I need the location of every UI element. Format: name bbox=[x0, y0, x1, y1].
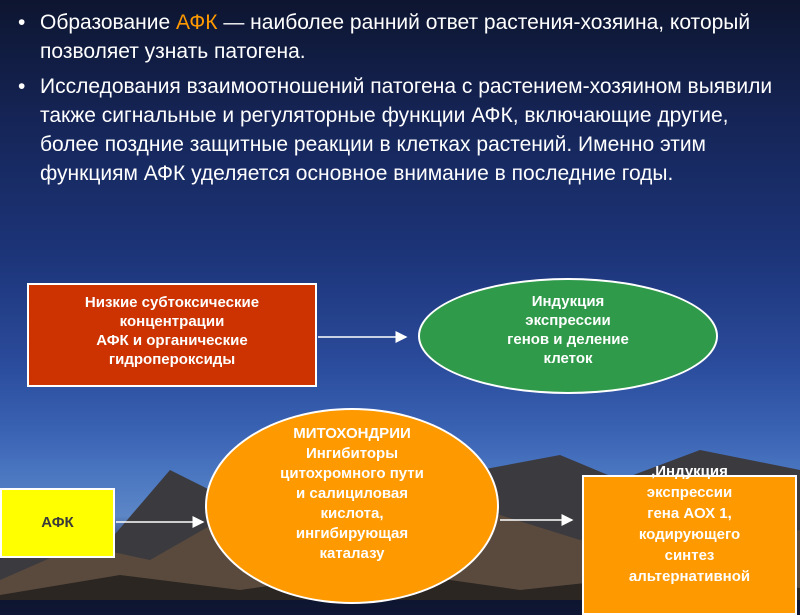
orange-box-line: гена АОХ 1, bbox=[647, 505, 732, 522]
bullet-2-text: Исследования взаимоотношений патогена с растением-хозяином выявили также сигнальные и регуляторные функции АФК, включающие другие, более поздние защитные реакции в клетках растений. Именно этим функциям АФК уделяется основное внимание в последние годы. bbox=[40, 75, 773, 185]
orange-box-line: экспрессии bbox=[646, 484, 733, 501]
orange-ellipse-line: МИТОХОНДРИИ bbox=[293, 425, 411, 442]
green-ellipse-gene-induction bbox=[418, 278, 718, 394]
orange-ellipse-line: и салициловая bbox=[295, 485, 409, 502]
orange-box-line: кодирующего bbox=[638, 526, 741, 543]
bullet-marker: • bbox=[18, 75, 26, 98]
green-ellipse-line: экспрессии bbox=[525, 312, 611, 329]
red-box-line: АФК и органические bbox=[96, 332, 248, 349]
red-box-line: гидропероксиды bbox=[108, 351, 236, 368]
yellow-box-label: АФК bbox=[41, 514, 74, 531]
slide-text bbox=[14, 8, 784, 194]
orange-ellipse-line: Ингибиторы bbox=[305, 445, 399, 462]
red-box-low-concentrations bbox=[27, 283, 317, 387]
bullet-1-text-a: Образование bbox=[40, 11, 176, 34]
orange-box-line: альтернативной bbox=[628, 568, 751, 585]
orange-box-line: синтез bbox=[664, 547, 715, 564]
green-ellipse-line: клеток bbox=[543, 350, 593, 367]
orange-ellipse-line: цитохромного пути bbox=[280, 465, 424, 482]
yellow-box-afk bbox=[0, 488, 115, 558]
orange-ellipse-line: каталазу bbox=[319, 545, 385, 562]
bullet-item-1 bbox=[14, 8, 784, 66]
green-ellipse-line: Индукция bbox=[531, 293, 605, 310]
bullet-list bbox=[14, 8, 784, 188]
orange-box-line: ,Индукция bbox=[651, 463, 728, 480]
green-ellipse-line: генов и деление bbox=[507, 331, 629, 348]
red-box-line: концентрации bbox=[119, 313, 225, 330]
orange-ellipse-line: ингибирующая bbox=[295, 525, 409, 542]
orange-box-aox-induction bbox=[582, 463, 797, 615]
bullet-marker: • bbox=[18, 11, 26, 34]
orange-ellipse-line: кислота, bbox=[320, 505, 384, 522]
bullet-1-accent-afk: АФК bbox=[176, 11, 218, 34]
bullet-1-text-b: — наиболее ранний ответ растения-хозяина, который позволяет узнать патогена. bbox=[40, 11, 751, 63]
red-box-line: Низкие субтоксические bbox=[84, 294, 260, 311]
bullet-item-2 bbox=[14, 72, 784, 188]
orange-ellipse-mitochondria bbox=[205, 408, 499, 604]
